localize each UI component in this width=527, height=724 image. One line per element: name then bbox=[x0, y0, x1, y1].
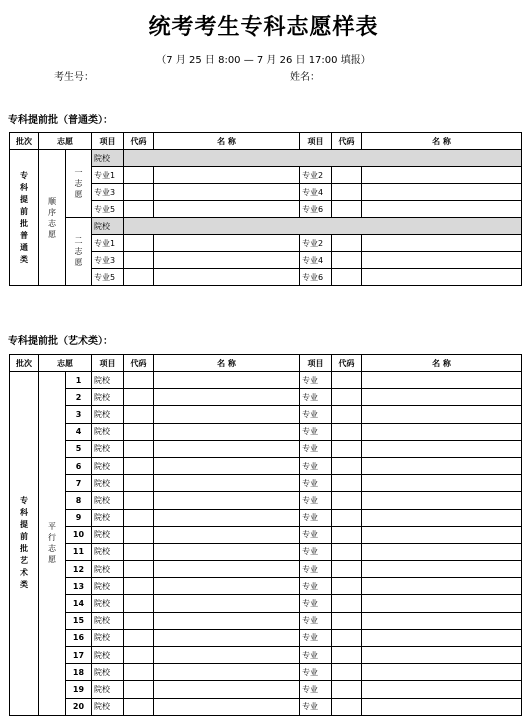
major-label: 专业 bbox=[300, 423, 332, 440]
major-code-field[interactable] bbox=[332, 440, 362, 457]
major-name-field[interactable] bbox=[362, 629, 522, 646]
vertical-char: 普 bbox=[20, 230, 28, 240]
major-label: 专业6 bbox=[300, 201, 332, 218]
school-label: 院校 bbox=[92, 698, 124, 715]
school-code-field[interactable] bbox=[124, 681, 154, 698]
school-label: 院校 bbox=[92, 389, 124, 406]
school-name-field[interactable] bbox=[154, 578, 300, 595]
major-label: 专业 bbox=[300, 372, 332, 389]
choice-number: 2 bbox=[66, 389, 92, 406]
major-label: 专业4 bbox=[300, 252, 332, 269]
school-label: 院校 bbox=[92, 423, 124, 440]
choice-type-cell bbox=[39, 150, 66, 286]
school-label: 院校 bbox=[92, 457, 124, 474]
school-code-field[interactable] bbox=[124, 406, 154, 423]
header-item: 项目 bbox=[300, 133, 332, 150]
school-label: 院校 bbox=[92, 492, 124, 509]
major-name-field[interactable] bbox=[362, 167, 522, 184]
major-code-field[interactable] bbox=[332, 406, 362, 423]
vertical-char: 科 bbox=[20, 508, 28, 518]
major-label: 专业 bbox=[300, 612, 332, 629]
school-code-name-field[interactable] bbox=[124, 218, 522, 235]
major-name-field[interactable] bbox=[362, 561, 522, 578]
major-name-field[interactable] bbox=[362, 184, 522, 201]
major-code-field[interactable] bbox=[332, 372, 362, 389]
major-label: 专业5 bbox=[92, 201, 124, 218]
major-label: 专业2 bbox=[300, 167, 332, 184]
school-label: 院校 bbox=[92, 664, 124, 681]
school-label: 院校 bbox=[92, 509, 124, 526]
school-code-field[interactable] bbox=[124, 664, 154, 681]
major-code-field[interactable] bbox=[332, 167, 362, 184]
major-code-field[interactable] bbox=[332, 184, 362, 201]
major-label: 专业 bbox=[300, 509, 332, 526]
school-name-field[interactable] bbox=[154, 595, 300, 612]
major-label: 专业4 bbox=[300, 184, 332, 201]
choice-number: 6 bbox=[66, 457, 92, 474]
choice-number: 13 bbox=[66, 578, 92, 595]
school-code-field[interactable] bbox=[124, 423, 154, 440]
major-label: 专业3 bbox=[92, 252, 124, 269]
major-name-field[interactable] bbox=[154, 235, 300, 252]
major-label: 专业 bbox=[300, 681, 332, 698]
school-label: 院校 bbox=[92, 578, 124, 595]
major-name-field[interactable] bbox=[362, 526, 522, 543]
major-label: 专业 bbox=[300, 561, 332, 578]
major-code-field[interactable] bbox=[332, 664, 362, 681]
major-name-field[interactable] bbox=[362, 492, 522, 509]
school-label: 院校 bbox=[92, 218, 124, 235]
vertical-char: 序 bbox=[48, 207, 56, 217]
major-label: 专业 bbox=[300, 457, 332, 474]
major-code-field[interactable] bbox=[124, 269, 154, 286]
major-code-field[interactable] bbox=[124, 184, 154, 201]
major-name-field[interactable] bbox=[154, 201, 300, 218]
school-code-field[interactable] bbox=[124, 698, 154, 715]
vertical-char: 二 bbox=[74, 236, 83, 245]
vertical-char: 批 bbox=[20, 544, 28, 554]
choice-number: 17 bbox=[66, 647, 92, 664]
choice-number: 18 bbox=[66, 664, 92, 681]
school-label: 院校 bbox=[92, 612, 124, 629]
major-name-field[interactable] bbox=[362, 595, 522, 612]
school-name-field[interactable] bbox=[154, 475, 300, 492]
school-name-field[interactable] bbox=[154, 681, 300, 698]
vertical-char: 志 bbox=[48, 544, 56, 554]
major-label: 专业5 bbox=[92, 269, 124, 286]
header-choice: 志愿 bbox=[39, 355, 92, 372]
choice-number: 4 bbox=[66, 423, 92, 440]
major-label: 专业1 bbox=[92, 167, 124, 184]
school-code-field[interactable] bbox=[124, 595, 154, 612]
choice-number: 9 bbox=[66, 509, 92, 526]
school-name-field[interactable] bbox=[154, 423, 300, 440]
choice-number: 5 bbox=[66, 440, 92, 457]
major-code-field[interactable] bbox=[124, 167, 154, 184]
major-name-field[interactable] bbox=[154, 269, 300, 286]
major-name-field[interactable] bbox=[362, 664, 522, 681]
name-label: 姓名： bbox=[290, 72, 320, 83]
school-label: 院校 bbox=[92, 526, 124, 543]
vertical-char: 提 bbox=[20, 520, 28, 530]
school-label: 院校 bbox=[92, 440, 124, 457]
major-code-field[interactable] bbox=[332, 457, 362, 474]
school-name-field[interactable] bbox=[154, 372, 300, 389]
school-name-field[interactable] bbox=[154, 543, 300, 560]
choice-group-label bbox=[66, 150, 92, 218]
submission-period: （7 月 25 日 8:00 — 7 月 26 日 17:00 填报） bbox=[156, 55, 371, 66]
major-name-field[interactable] bbox=[154, 167, 300, 184]
school-code-field[interactable] bbox=[124, 389, 154, 406]
header-code: 代码 bbox=[124, 133, 154, 150]
school-code-field[interactable] bbox=[124, 526, 154, 543]
major-code-field[interactable] bbox=[332, 389, 362, 406]
major-name-field[interactable] bbox=[362, 578, 522, 595]
major-label: 专业 bbox=[300, 543, 332, 560]
school-name-field[interactable] bbox=[154, 457, 300, 474]
major-name-field[interactable] bbox=[362, 543, 522, 560]
major-name-field[interactable] bbox=[362, 681, 522, 698]
vertical-char: 术 bbox=[20, 568, 28, 578]
major-code-field[interactable] bbox=[332, 629, 362, 646]
school-label: 院校 bbox=[92, 629, 124, 646]
major-name-field[interactable] bbox=[362, 509, 522, 526]
major-name-field[interactable] bbox=[362, 406, 522, 423]
school-code-field[interactable] bbox=[124, 578, 154, 595]
major-code-field[interactable] bbox=[332, 201, 362, 218]
major-code-field[interactable] bbox=[332, 561, 362, 578]
school-label: 院校 bbox=[92, 681, 124, 698]
school-name-field[interactable] bbox=[154, 561, 300, 578]
major-label: 专业 bbox=[300, 526, 332, 543]
school-name-field[interactable] bbox=[154, 509, 300, 526]
major-code-field[interactable] bbox=[332, 612, 362, 629]
choice-number: 12 bbox=[66, 561, 92, 578]
section2-heading: 专科提前批（艺术类）： bbox=[8, 336, 113, 347]
header-choice: 志愿 bbox=[39, 133, 92, 150]
major-name-field[interactable] bbox=[362, 440, 522, 457]
school-name-field[interactable] bbox=[154, 389, 300, 406]
major-name-field[interactable] bbox=[362, 423, 522, 440]
major-label: 专业3 bbox=[92, 184, 124, 201]
school-label: 院校 bbox=[92, 150, 124, 167]
major-label: 专业 bbox=[300, 595, 332, 612]
major-code-field[interactable] bbox=[124, 235, 154, 252]
school-name-field[interactable] bbox=[154, 526, 300, 543]
school-code-field[interactable] bbox=[124, 475, 154, 492]
major-code-field[interactable] bbox=[332, 492, 362, 509]
header-item: 项目 bbox=[92, 355, 124, 372]
major-name-field[interactable] bbox=[362, 647, 522, 664]
vertical-char: 提 bbox=[20, 194, 28, 204]
section1-heading: 专科提前批（普通类）： bbox=[8, 115, 113, 126]
header-batch: 批次 bbox=[10, 133, 39, 150]
vertical-char: 专 bbox=[20, 170, 28, 180]
header-code: 代码 bbox=[332, 133, 362, 150]
school-label: 院校 bbox=[92, 595, 124, 612]
vertical-char: 志 bbox=[74, 247, 83, 256]
major-code-field[interactable] bbox=[332, 647, 362, 664]
choice-number: 8 bbox=[66, 492, 92, 509]
school-name-field[interactable] bbox=[154, 664, 300, 681]
header-name: 名 称 bbox=[362, 355, 522, 372]
school-name-field[interactable] bbox=[154, 629, 300, 646]
vertical-char: 前 bbox=[20, 206, 28, 216]
major-label: 专业 bbox=[300, 578, 332, 595]
major-code-field[interactable] bbox=[332, 526, 362, 543]
major-name-field[interactable] bbox=[362, 457, 522, 474]
vertical-char: 通 bbox=[20, 242, 28, 252]
choice-number: 16 bbox=[66, 629, 92, 646]
major-code-field[interactable] bbox=[332, 252, 362, 269]
choice-number: 1 bbox=[66, 372, 92, 389]
major-label: 专业 bbox=[300, 698, 332, 715]
vertical-char: 愿 bbox=[48, 229, 56, 239]
major-code-field[interactable] bbox=[332, 269, 362, 286]
vertical-char: 愿 bbox=[74, 258, 83, 267]
major-name-field[interactable] bbox=[362, 235, 522, 252]
major-name-field[interactable] bbox=[362, 389, 522, 406]
major-label: 专业6 bbox=[300, 269, 332, 286]
major-label: 专业2 bbox=[300, 235, 332, 252]
major-code-field[interactable] bbox=[332, 235, 362, 252]
header-name: 名 称 bbox=[154, 355, 300, 372]
school-name-field[interactable] bbox=[154, 647, 300, 664]
vertical-char: 顺 bbox=[48, 196, 56, 206]
choice-group-label bbox=[66, 218, 92, 286]
major-label: 专业 bbox=[300, 440, 332, 457]
header-name: 名 称 bbox=[154, 133, 300, 150]
vertical-char: 平 bbox=[48, 522, 56, 532]
major-code-field[interactable] bbox=[332, 681, 362, 698]
choice-type-cell bbox=[39, 372, 66, 716]
major-code-field[interactable] bbox=[332, 595, 362, 612]
vertical-char: 一 bbox=[74, 168, 83, 177]
major-name-field[interactable] bbox=[362, 372, 522, 389]
school-code-field[interactable] bbox=[124, 629, 154, 646]
school-label: 院校 bbox=[92, 647, 124, 664]
major-name-field[interactable] bbox=[362, 269, 522, 286]
school-name-field[interactable] bbox=[154, 406, 300, 423]
school-code-field[interactable] bbox=[124, 612, 154, 629]
school-code-field[interactable] bbox=[124, 492, 154, 509]
school-label: 院校 bbox=[92, 475, 124, 492]
choice-number: 14 bbox=[66, 595, 92, 612]
vertical-char: 行 bbox=[48, 533, 56, 543]
vertical-char: 专 bbox=[20, 496, 28, 506]
header-item: 项目 bbox=[92, 133, 124, 150]
choice-number: 10 bbox=[66, 526, 92, 543]
school-code-field[interactable] bbox=[124, 509, 154, 526]
school-name-field[interactable] bbox=[154, 492, 300, 509]
choice-number: 11 bbox=[66, 543, 92, 560]
major-name-field[interactable] bbox=[362, 475, 522, 492]
school-name-field[interactable] bbox=[154, 612, 300, 629]
major-code-field[interactable] bbox=[332, 698, 362, 715]
school-label: 院校 bbox=[92, 543, 124, 560]
major-label: 专业 bbox=[300, 406, 332, 423]
school-code-field[interactable] bbox=[124, 543, 154, 560]
header-code: 代码 bbox=[124, 355, 154, 372]
major-label: 专业 bbox=[300, 664, 332, 681]
major-code-field[interactable] bbox=[124, 252, 154, 269]
school-label: 院校 bbox=[92, 372, 124, 389]
major-code-field[interactable] bbox=[332, 543, 362, 560]
vertical-char: 批 bbox=[20, 218, 28, 228]
school-code-field[interactable] bbox=[124, 457, 154, 474]
choice-number: 19 bbox=[66, 681, 92, 698]
major-name-field[interactable] bbox=[362, 201, 522, 218]
major-code-field[interactable] bbox=[332, 423, 362, 440]
major-name-field[interactable] bbox=[154, 184, 300, 201]
school-name-field[interactable] bbox=[154, 440, 300, 457]
batch-cell bbox=[10, 150, 39, 286]
choice-number: 20 bbox=[66, 698, 92, 715]
major-name-field[interactable] bbox=[362, 252, 522, 269]
school-code-field[interactable] bbox=[124, 647, 154, 664]
art-application-table bbox=[9, 354, 522, 716]
vertical-char: 愿 bbox=[48, 555, 56, 565]
major-name-field[interactable] bbox=[362, 612, 522, 629]
batch-cell bbox=[10, 372, 39, 716]
school-code-name-field[interactable] bbox=[124, 150, 522, 167]
school-label: 院校 bbox=[92, 561, 124, 578]
vertical-char: 类 bbox=[20, 580, 28, 590]
major-code-field[interactable] bbox=[124, 201, 154, 218]
school-label: 院校 bbox=[92, 406, 124, 423]
vertical-char: 类 bbox=[20, 254, 28, 264]
choice-number: 7 bbox=[66, 475, 92, 492]
major-label: 专业 bbox=[300, 492, 332, 509]
vertical-char: 艺 bbox=[20, 556, 28, 566]
school-code-field[interactable] bbox=[124, 561, 154, 578]
major-code-field[interactable] bbox=[332, 578, 362, 595]
regular-application-table bbox=[9, 132, 522, 286]
vertical-char: 愿 bbox=[74, 190, 83, 199]
major-label: 专业 bbox=[300, 647, 332, 664]
vertical-char: 前 bbox=[20, 532, 28, 542]
choice-number: 15 bbox=[66, 612, 92, 629]
major-label: 专业 bbox=[300, 389, 332, 406]
exam-number-label: 考生号： bbox=[54, 72, 94, 83]
page-title: 统考考生专科志愿样表 bbox=[148, 14, 379, 40]
choice-number: 3 bbox=[66, 406, 92, 423]
major-name-field[interactable] bbox=[154, 252, 300, 269]
school-code-field[interactable] bbox=[124, 372, 154, 389]
major-code-field[interactable] bbox=[332, 509, 362, 526]
major-name-field[interactable] bbox=[362, 698, 522, 715]
school-name-field[interactable] bbox=[154, 698, 300, 715]
vertical-char: 志 bbox=[48, 218, 56, 228]
major-code-field[interactable] bbox=[332, 475, 362, 492]
school-code-field[interactable] bbox=[124, 440, 154, 457]
header-name: 名 称 bbox=[362, 133, 522, 150]
header-code: 代码 bbox=[332, 355, 362, 372]
major-label: 专业 bbox=[300, 629, 332, 646]
header-item: 项目 bbox=[300, 355, 332, 372]
major-label: 专业1 bbox=[92, 235, 124, 252]
header-batch: 批次 bbox=[10, 355, 39, 372]
major-label: 专业 bbox=[300, 475, 332, 492]
vertical-char: 志 bbox=[74, 179, 83, 188]
vertical-char: 科 bbox=[20, 182, 28, 192]
